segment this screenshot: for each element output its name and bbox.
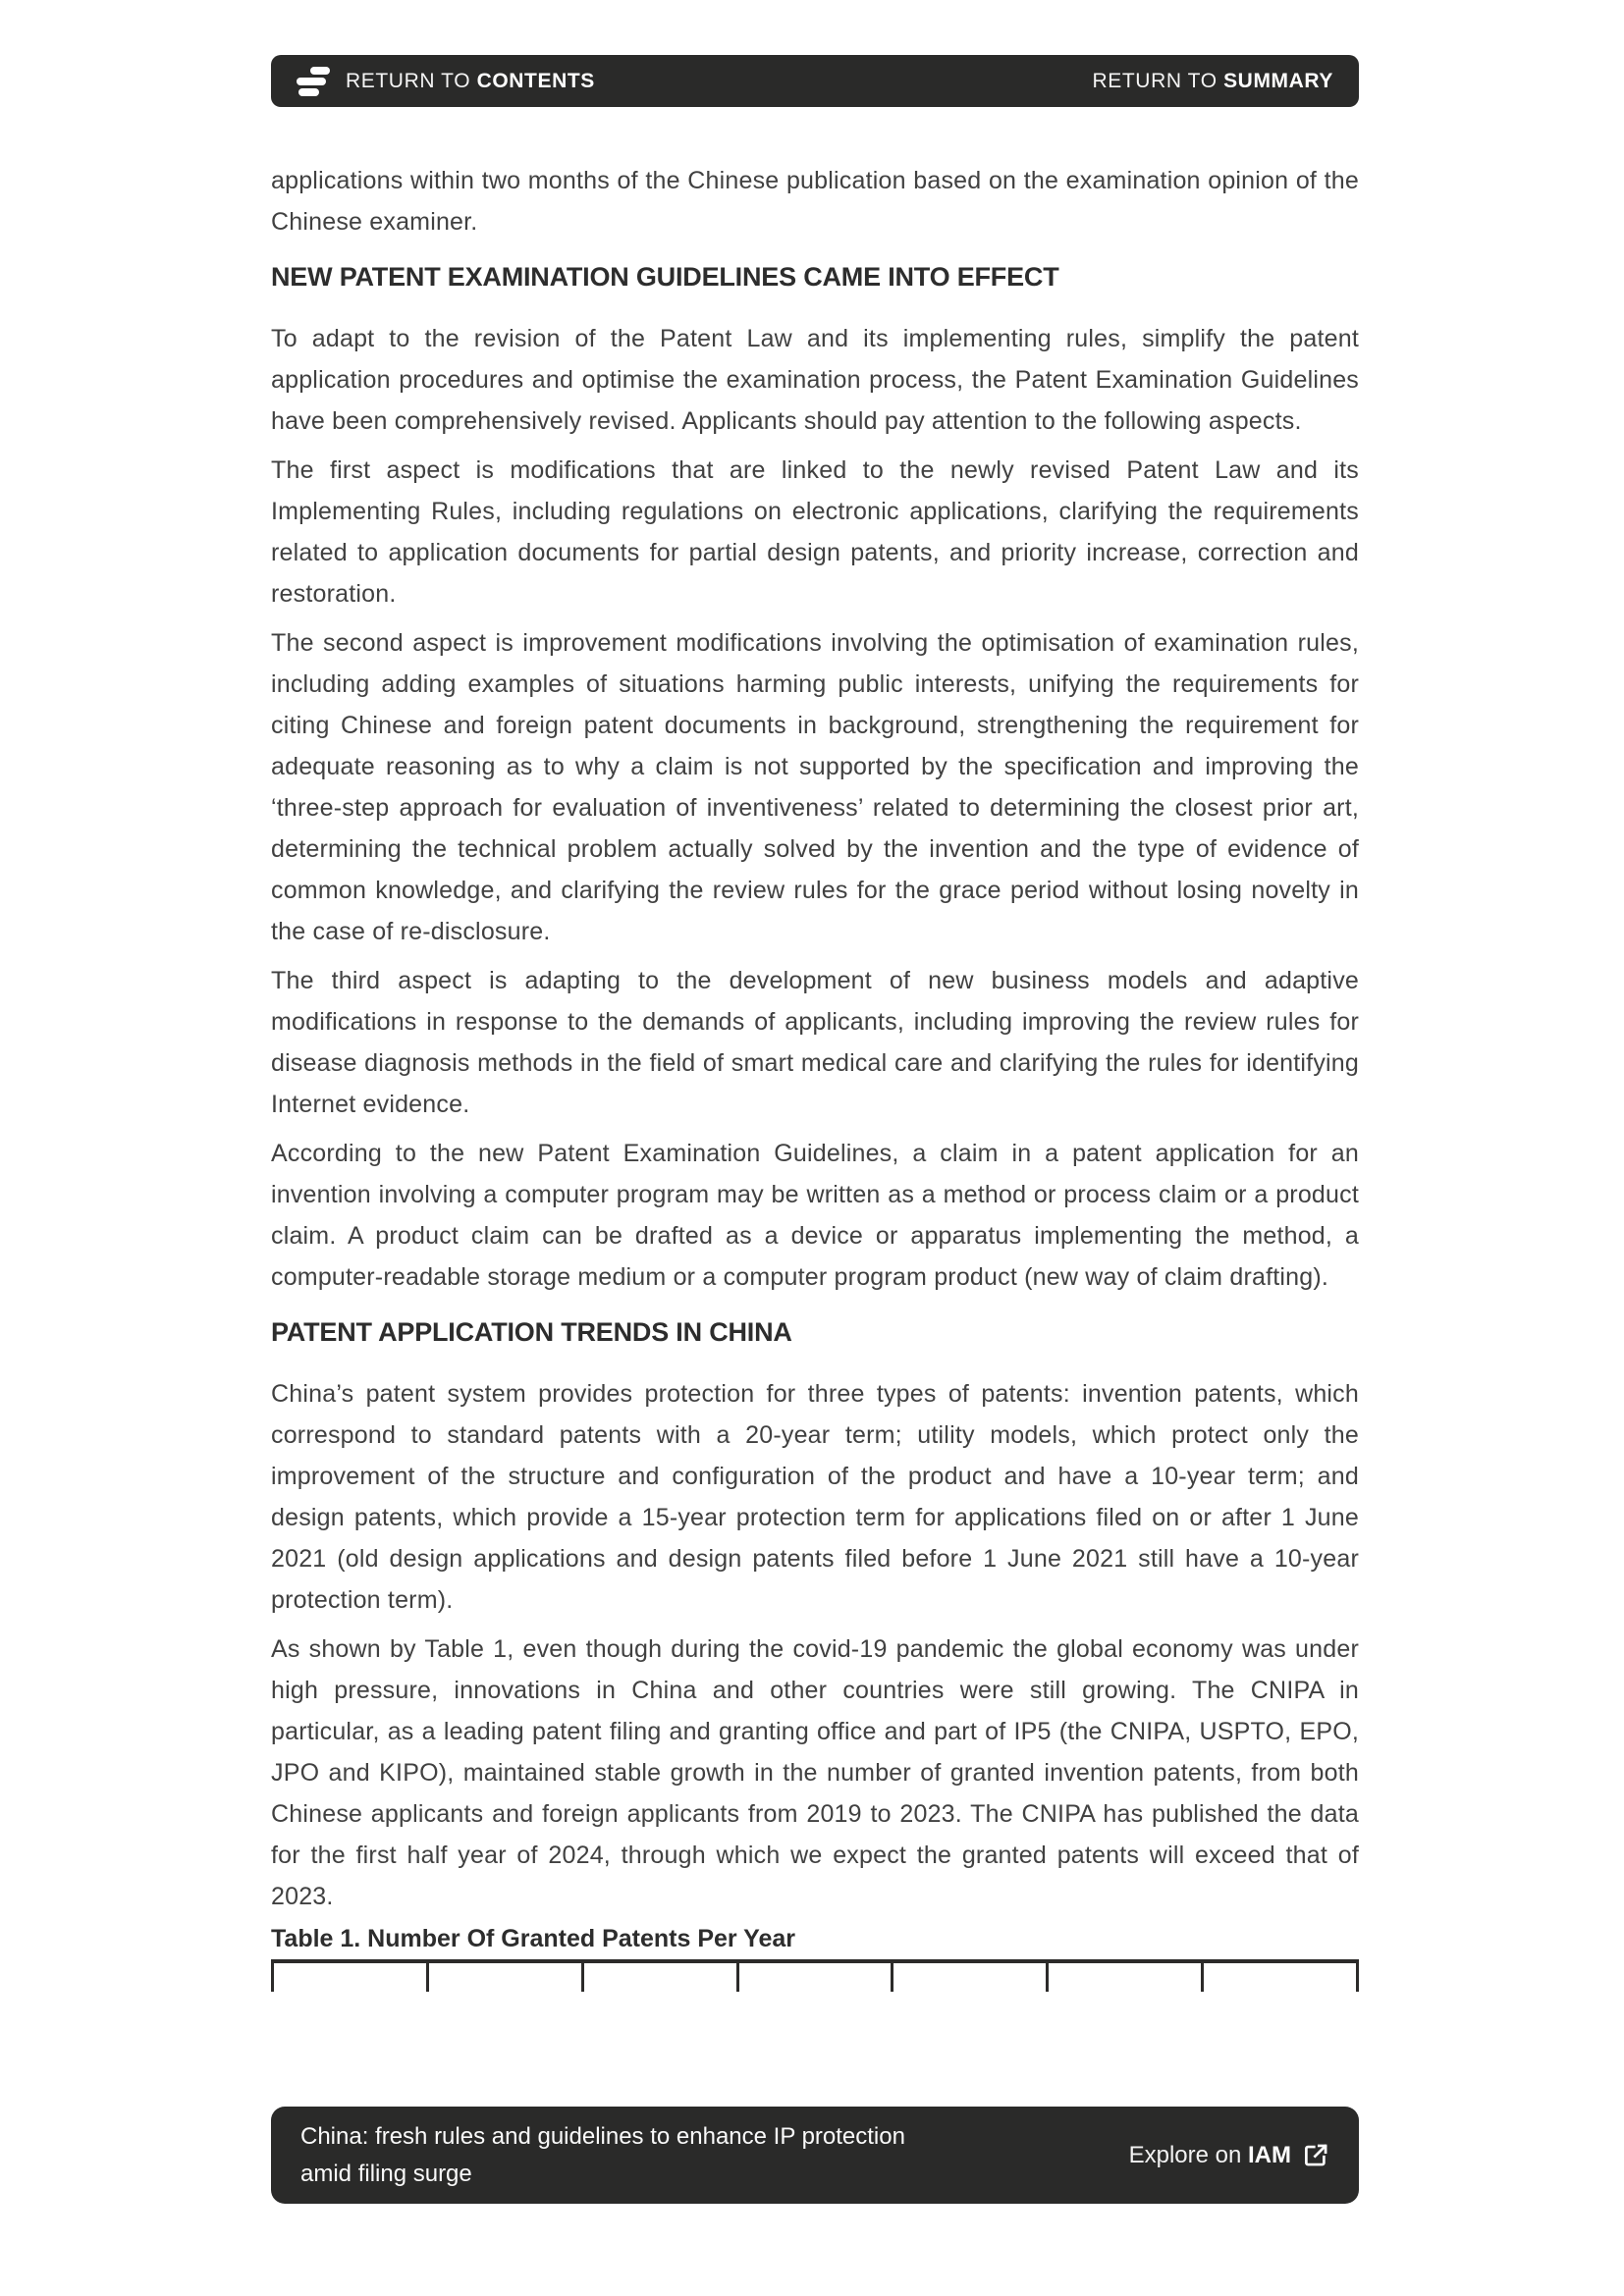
return-to-contents-label: RETURN TO CONTENTS bbox=[346, 69, 595, 92]
section-heading-guidelines: NEW PATENT EXAMINATION GUIDELINES CAME INTO EFFECT bbox=[271, 262, 1059, 292]
return-to-summary-button[interactable] bbox=[1093, 70, 1334, 93]
external-link-icon bbox=[1303, 2142, 1329, 2168]
table-cell bbox=[891, 1963, 1046, 1992]
top-nav-bar bbox=[271, 55, 1359, 107]
footer-bar bbox=[271, 2107, 1359, 2204]
iam-logo-icon bbox=[297, 67, 330, 96]
table-cell bbox=[581, 1963, 736, 1992]
table-skeleton bbox=[271, 1959, 1359, 1992]
paragraph: As shown by Table 1, even though during the covid-19 pandemic the global economy was under high pressure, innovations in China and other countries were still growing. The CNIPA in particular, as a leading patent filing and granting office and part of IP5 (the CNIPA, USPTO, EPO, JPO and KIPO), maintained stable growth in the number of granted invention patents, from both Chinese applicants and foreign applicants from 2019 to 2023. The CNIPA has published the data for the first half year of 2024, through which we expect the granted patents will exceed that of 2023. bbox=[271, 1635, 1359, 1910]
paragraph: The third aspect is adapting to the development of new business models and adaptive modifications in response to the demands of applicants, including improving the review rules for disease diagnosis methods in the field of smart medical care and clarifying the rules for identifying Internet evidence. bbox=[271, 967, 1359, 1118]
table-cell bbox=[271, 1963, 426, 1992]
paragraph: According to the new Patent Examination Guidelines, a claim in a patent application for an invention involving a computer program may be written as a method or process claim or a product claim. A product claim can be drafted as a device or apparatus implementing the method, a computer-readable storage medium or a computer program product (new way of claim drafting). bbox=[271, 1140, 1359, 1291]
table-cell bbox=[426, 1963, 581, 1992]
article-title: China: fresh rules and guidelines to enhance IP protection amid filing surge bbox=[300, 2122, 905, 2187]
table-cell bbox=[1046, 1963, 1201, 1992]
section-heading-trends: PATENT APPLICATION TRENDS IN CHINA bbox=[271, 1317, 792, 1347]
paragraph: China’s patent system provides protection for three types of patents: invention patents, which correspond to standard patents with a 20-year term; utility models, which protect only the improvement of the structure and configuration of the product and have a 10-year term; and design patents, which provide a 15-year protection term for applications filed on or after 1 June 2021 (old design applications and design patents filed before 1 June 2021 still have a 10-year protection term). bbox=[271, 1380, 1359, 1614]
explore-on-iam-label: Explore on IAM bbox=[1128, 2141, 1291, 2168]
table-cell bbox=[1201, 1963, 1356, 1992]
paragraph: To adapt to the revision of the Patent Law and its implementing rules, simplify the patent application procedures and optimise the examination process, the Patent Examination Guidelines have been comprehensively revised. Applicants should pay attention to the following aspects. bbox=[271, 325, 1359, 435]
explore-on-iam-link[interactable] bbox=[1129, 2142, 1329, 2169]
paragraph: The second aspect is improvement modifications involving the optimisation of examination rules, including adding examples of situations harming public interests, unifying the requirements for citing Chinese and foreign patent documents in background, strengthening the requirement for adequate reasoning as to why a claim is not supported by the specification and improving the ‘three-step approach for evaluation of inventiveness’ related to determining the closest prior art, determining the technical problem actually solved by the invention and the type of evidence of common knowledge, and clarifying the review rules for the grace period without losing novelty in the case of re-disclosure. bbox=[271, 629, 1359, 945]
intro-paragraph: applications within two months of the Chinese publication based on the examination opinion of the Chinese examiner. bbox=[271, 167, 1359, 236]
return-to-contents-button[interactable] bbox=[297, 67, 595, 96]
table-cell bbox=[736, 1963, 892, 1992]
article-content bbox=[271, 160, 1359, 1992]
paragraph: The first aspect is modifications that are linked to the newly revised Patent Law and its Implementing Rules, including regulations on electronic applications, clarifying the requirements related to application documents for partial design patents, and priority increase, correction and restoration. bbox=[271, 456, 1359, 608]
table-caption: Table 1. Number Of Granted Patents Per Year bbox=[271, 1925, 795, 1952]
return-to-summary-label: RETURN TO SUMMARY bbox=[1092, 69, 1333, 92]
